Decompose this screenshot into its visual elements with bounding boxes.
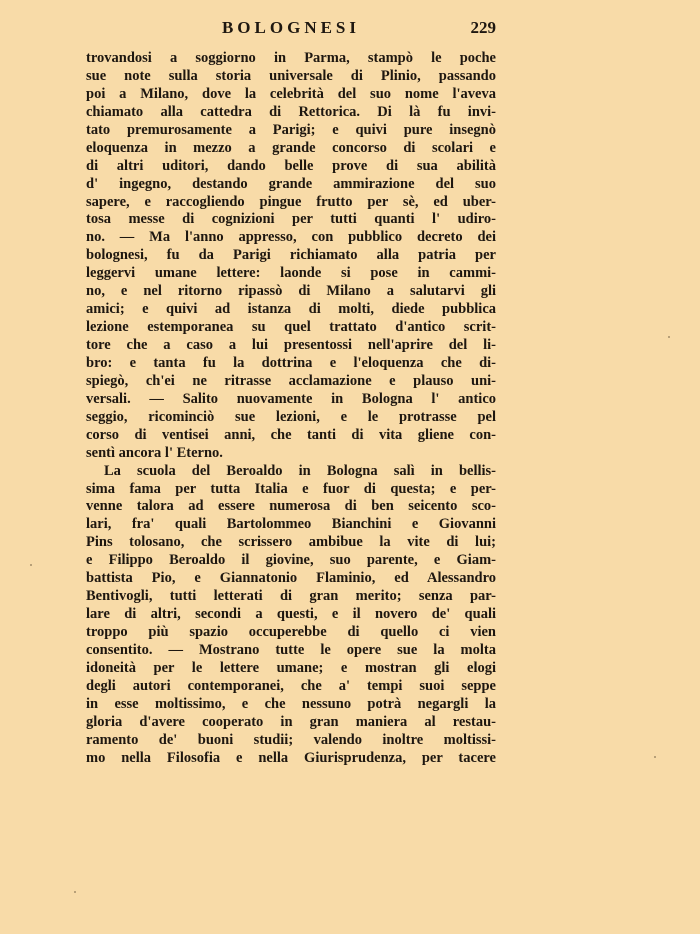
paragraph-2 xyxy=(86,463,496,768)
text-line: spiegò, ch'ei ne ritrasse acclamazione e plauso uni- xyxy=(86,372,496,389)
text-line: seggio, ricominciò sue lezioni, e le protrasse pel xyxy=(86,408,496,425)
text-line: corso di ventisei anni, che tanti di vita gliene con- xyxy=(86,426,496,443)
text-line: La scuola del Beroaldo in Bologna salì in bellis- xyxy=(104,462,496,479)
text-line: trovandosi a soggiorno in Parma, stampò le poche xyxy=(86,50,496,66)
paper-speck xyxy=(74,891,76,893)
paper-speck xyxy=(30,564,32,566)
text-line: venne talora ad essere numerosa di ben seicento sco- xyxy=(86,498,496,515)
text-line: bro: e tanta fu la dottrina e l'eloquenza che di- xyxy=(86,354,496,371)
text-line: leggervi umane lettere: laonde si pose in cammi- xyxy=(86,265,496,282)
text-line: di altri uditori, dando belle prove di sua abilità xyxy=(86,157,496,174)
text-line: d' ingegno, destando grande ammirazione del suo xyxy=(86,175,496,192)
text-line: sue note sulla storia universale di Plinio, passando xyxy=(86,67,496,84)
text-line: degli autori contemporanei, che a' tempi suoi seppe xyxy=(86,677,496,694)
text-line: no, e nel ritorno ripassò di Milano a salutarvi gli xyxy=(86,283,496,300)
running-title: BOLOGNESI xyxy=(221,18,361,37)
text-line: ramento de' buoni studii; valendo inoltre moltissi- xyxy=(86,731,496,748)
paper-speck xyxy=(654,756,656,758)
text-line: e Filippo Beroaldo il giovine, suo parente, e Giam- xyxy=(86,552,496,569)
text-line: sapere, e raccogliendo pingue frutto per sè, ed uber- xyxy=(86,193,496,210)
text-line: sentì ancora l' Eterno. xyxy=(86,444,223,461)
text-line: lezione estemporanea su quel trattato d'antico scrit- xyxy=(86,319,496,336)
text-line: Pins tolosano, che scrissero ambibue la vite di lui; xyxy=(86,534,496,551)
text-line: tore che a caso a lui presentossi nell'aprire del li- xyxy=(86,337,496,353)
text-line: consentito. — Mostrano tutte le opere sue la molta xyxy=(86,641,496,658)
text-line: amici; e quivi ad istanza di molti, diede pubblica xyxy=(86,301,496,318)
text-line: eloquenza in mezzo a grande concorso di scolari e xyxy=(86,139,496,156)
text-line: battista Pio, e Giannatonio Flaminio, ed Alessandro xyxy=(86,570,496,587)
text-line: troppo più spazio occuperebbe di quello ci vien xyxy=(86,624,496,640)
text-line: versali. — Salito nuovamente in Bologna l' antico xyxy=(86,390,496,407)
text-line: sima fama per tutta Italia e fuor di questa; e per- xyxy=(86,480,496,497)
text-line: bolognesi, fu da Parigi richiamato alla patria per xyxy=(86,247,496,264)
text-line: poi a Milano, dove la celebrità del suo nome l'aveva xyxy=(86,85,496,102)
text-line: chiamato alla cattedra di Rettorica. Di là fu invi- xyxy=(86,103,496,120)
running-head xyxy=(86,18,496,42)
text-line: tato premurosamente a Parigi; e quivi pure insegnò xyxy=(86,121,496,138)
body-text xyxy=(86,50,496,768)
text-line: idoneità per le lettere umane; e mostran gli elogi xyxy=(86,659,496,676)
text-line: lari, fra' quali Bartolommeo Bianchini e Giovanni xyxy=(86,516,496,533)
text-line: Bentivogli, tutti letterati di gran merito; senza par- xyxy=(86,588,496,605)
text-line: mo nella Filosofia e nella Giurisprudenza, per tacere xyxy=(86,749,496,766)
paragraph-1 xyxy=(86,50,496,463)
text-line: gloria d'avere cooperato in gran maniera al restau- xyxy=(86,713,496,730)
text-line: tosa messe di cognizioni per tutti quanti l' udiro- xyxy=(86,211,496,228)
paper-speck xyxy=(668,336,670,338)
text-line: in esse moltissimo, e che nessuno potrà negargli la xyxy=(86,695,496,712)
page-number: 229 xyxy=(470,18,496,37)
text-line: no. — Ma l'anno appresso, con pubblico decreto dei xyxy=(86,229,496,246)
text-line: lare di altri, secondi a questi, e il novero de' quali xyxy=(86,606,496,623)
